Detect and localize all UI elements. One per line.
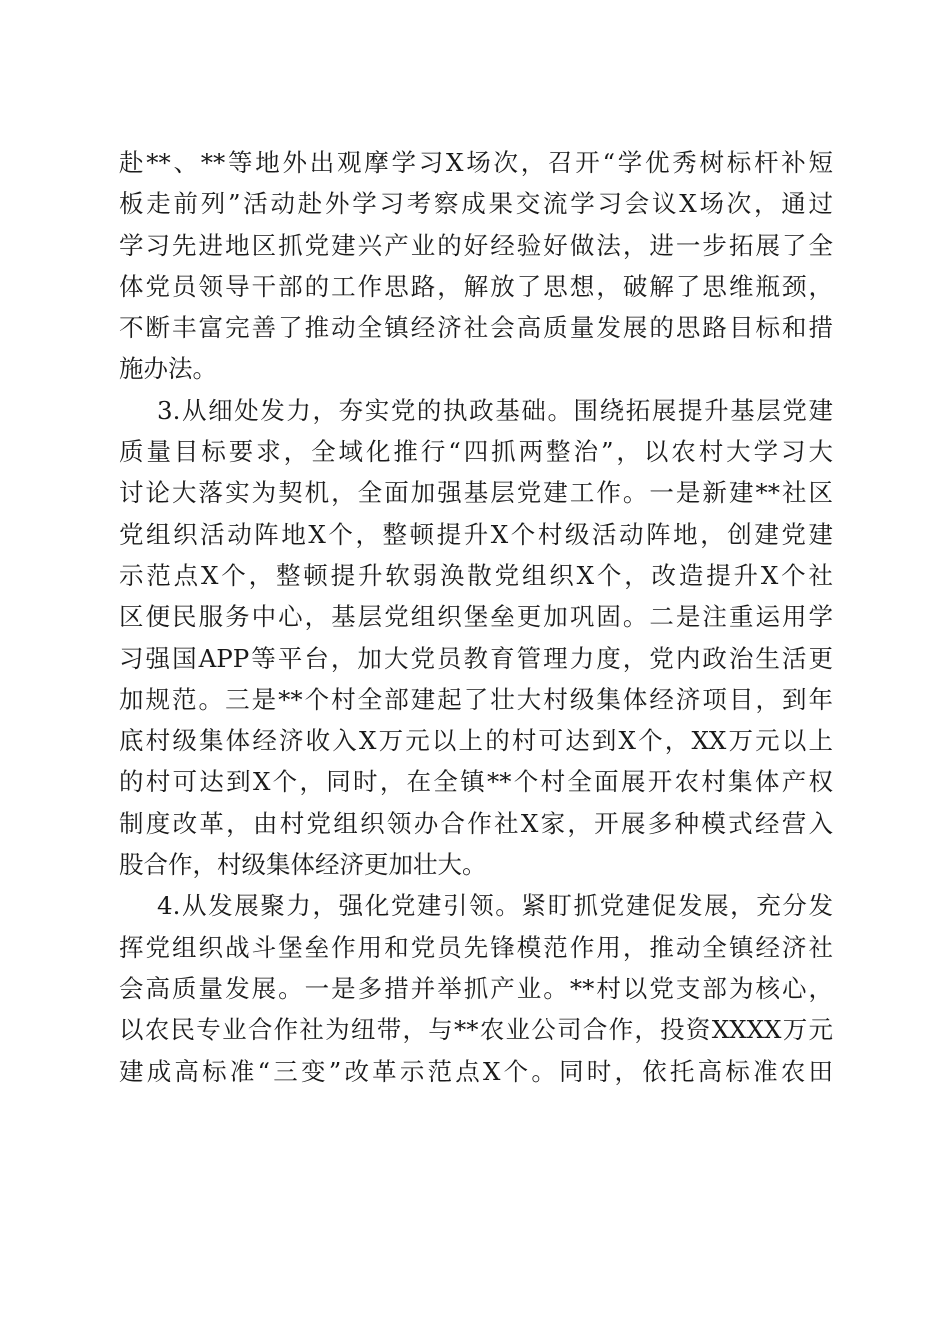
text-line: 质量目标要求，全域化推行“四抓两整治”，以农村大学习大 xyxy=(119,437,833,467)
text-line: 会高质量发展。一是多措并举抓产业。**村以党支部为核心， xyxy=(119,973,833,1003)
text-line: 学习先进地区抓党建兴产业的好经验好做法，进一步拓展了全 xyxy=(119,230,833,260)
text-line: 4.从发展聚力，强化党建引领。紧盯抓党建促发展，充分发 xyxy=(157,891,833,921)
text-line: 板走前列”活动赴外学习考察成果交流学习会议X场次，通过 xyxy=(119,189,833,219)
text-line: 体党员领导干部的工作思路，解放了思想，破解了思维瓶颈， xyxy=(119,271,833,301)
paragraph-continuation xyxy=(119,142,833,390)
text-line: 不断丰富完善了推动全镇经济社会高质量发展的思路目标和措 xyxy=(119,313,833,343)
text-line: 3.从细处发力，夯实党的执政基础。围绕拓展提升基层党建 xyxy=(157,395,833,425)
text-line: 施办法。 xyxy=(119,354,217,384)
text-line: 党组织活动阵地X个，整顿提升X个村级活动阵地，创建党建 xyxy=(119,519,833,549)
text-line: 股合作，村级集体经济更加壮大。 xyxy=(119,850,487,880)
text-line: 以农民专业合作社为纽带，与**农业公司合作，投资XXXX万元 xyxy=(119,1015,833,1045)
text-line: 加规范。三是**个村全部建起了壮大村级集体经济项目，到年 xyxy=(119,684,833,714)
text-line: 底村级集体经济收入X万元以上的村可达到X个，XX万元以上 xyxy=(119,726,833,756)
text-line: 讨论大落实为契机，全面加强基层党建工作。一是新建**社区 xyxy=(119,478,833,508)
text-line: 挥党组织战斗堡垒作用和党员先锋模范作用，推动全镇经济社 xyxy=(119,932,833,962)
paragraph-section-4 xyxy=(119,885,833,1091)
paragraph-section-3 xyxy=(119,390,833,886)
text-line: 制度改革，由村党组织领办合作社X家，开展多种模式经营入 xyxy=(119,808,833,838)
text-line: 建成高标准“三变”改革示范点X个。同时，依托高标准农田 xyxy=(119,1056,833,1086)
text-line: 赴**、**等地外出观摩学习X场次，召开“学优秀树标杆补短 xyxy=(119,148,833,177)
document-page xyxy=(119,142,833,1092)
text-line: 的村可达到X个，同时，在全镇**个村全面展开农村集体产权 xyxy=(119,767,833,797)
text-line: 习强国APP等平台，加大党员教育管理力度，党内政治生活更 xyxy=(119,643,833,673)
text-line: 区便民服务中心，基层党组织堡垒更加巩固。二是注重运用学 xyxy=(119,602,833,632)
text-line: 示范点X个，整顿提升软弱涣散党组织X个，改造提升X个社 xyxy=(119,560,833,590)
